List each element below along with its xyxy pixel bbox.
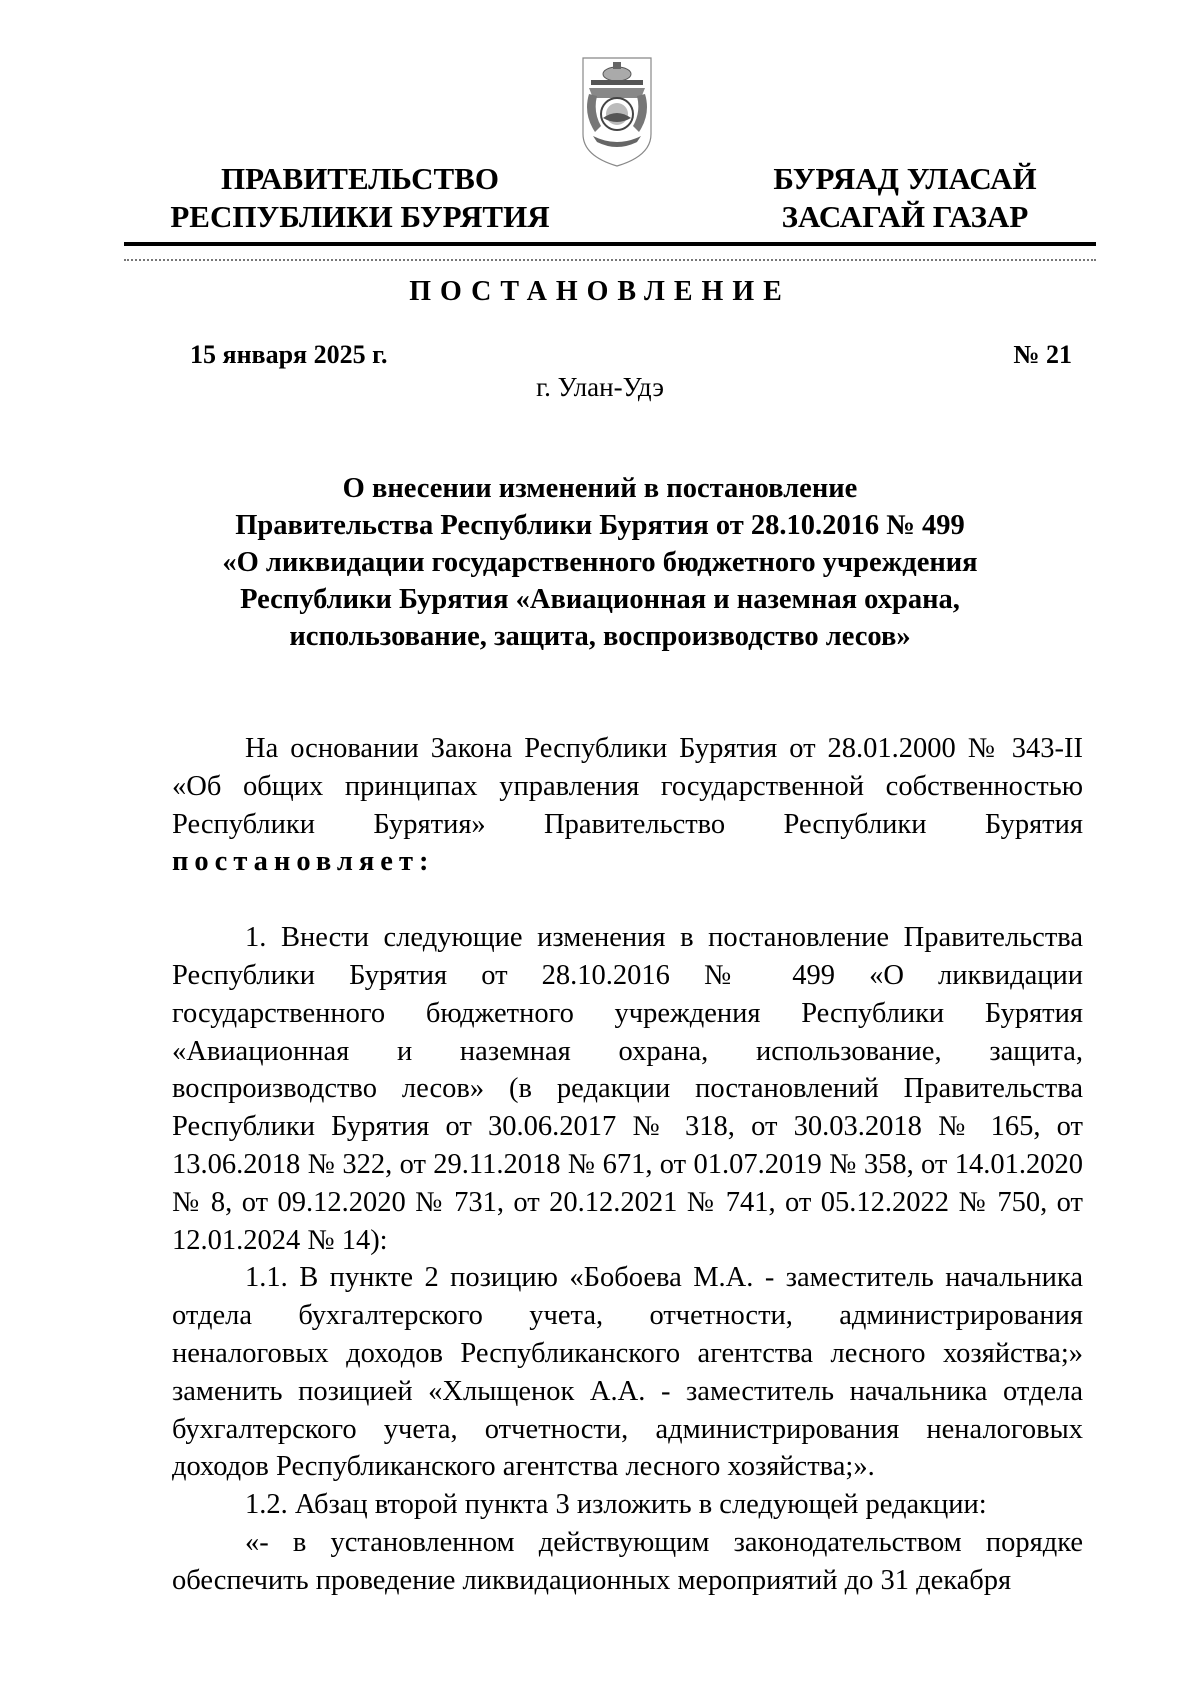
- title-line: Республики Бурятия «Авиационная и наземная охрана,: [240, 584, 960, 615]
- title-line: использование, защита, воспроизводство лесов»: [289, 621, 911, 652]
- coat-of-arms-icon: [575, 52, 659, 170]
- document-date: 15 января 2025 г.: [190, 340, 388, 369]
- title-line: Правительства Республики Бурятия от 28.10.2016 № 499: [235, 510, 965, 541]
- document-type: ПОСТАНОВЛЕНИЕ: [409, 276, 791, 307]
- document-body: [172, 730, 1083, 1600]
- paragraph-item-1: 1. Внести следующие изменения в постановление Правительства Республики Бурятия от 28.10.2016 № 499 «О ликвидации государственного бюджетного учреждения Республики Бурятия «Авиационная и наземная охрана, использование, защита, воспроизводство лесов» (в редакции постановлений Правительства Республики Бурятия от 30.06.2017 № 318, от 30.03.2018 № 165, от 13.06.2018 № 322, от 29.11.2018 № 671, от 01.07.2019 № 358, от 14.01.2020 № 8, от 09.12.2020 № 731, от 20.12.2021 № 741, от 05.12.2022 № 750, от 12.01.2024 № 14):: [172, 922, 1083, 1256]
- title-line: «О ликвидации государственного бюджетного учреждения: [222, 547, 978, 578]
- title-line: О внесении изменений в постановление: [342, 473, 858, 504]
- government-name-line: ЗАСАГАЙ ГАЗАР: [781, 199, 1029, 234]
- document-city: г. Улан-Удэ: [536, 372, 664, 402]
- preamble-paragraph: [172, 730, 1083, 881]
- paragraph-item-1-1: 1.1. В пункте 2 позицию «Бобоева М.А. - заместитель начальника отдела бухгалтерского учета, отчетности, администрирования неналоговых доходов Республиканского агентства лесного хозяйства;» заменить позицией «Хлыщенок А.А. - заместитель начальника отдела бухгалтерского учета, отчетности, администрирования неналоговых доходов Республиканского агентства лесного хозяйства;».: [172, 1262, 1083, 1483]
- paragraph-item-1-2: 1.2. Абзац второй пункта 3 изложить в следующей редакции:: [245, 1489, 987, 1521]
- preamble-text: На основании Закона Республики Бурятия от 28.01.2000 № 343-II «Об общих принципах управления государственной собственностью Республики Бурятия» Правительство Республики Бурятия: [172, 733, 1083, 840]
- government-name-line: БУРЯАД УЛАСАЙ: [773, 161, 1037, 196]
- header-divider-thin: [124, 259, 1096, 261]
- government-name-line: ПРАВИТЕЛЬСТВО: [221, 161, 499, 196]
- header-divider-thick: [124, 242, 1096, 246]
- government-name-buryat: [740, 160, 1070, 236]
- paragraph-quote: «- в установленном действующим законодательством порядке обеспечить проведение ликвидационных мероприятий до 31 декабря: [172, 1526, 1083, 1596]
- government-name-line: РЕСПУБЛИКИ БУРЯТИЯ: [170, 199, 550, 234]
- document-title: [150, 470, 1050, 655]
- resolution-keyword: постановляет:: [172, 846, 435, 878]
- document-number: № 21: [1013, 340, 1072, 369]
- government-name-russian: [150, 160, 570, 236]
